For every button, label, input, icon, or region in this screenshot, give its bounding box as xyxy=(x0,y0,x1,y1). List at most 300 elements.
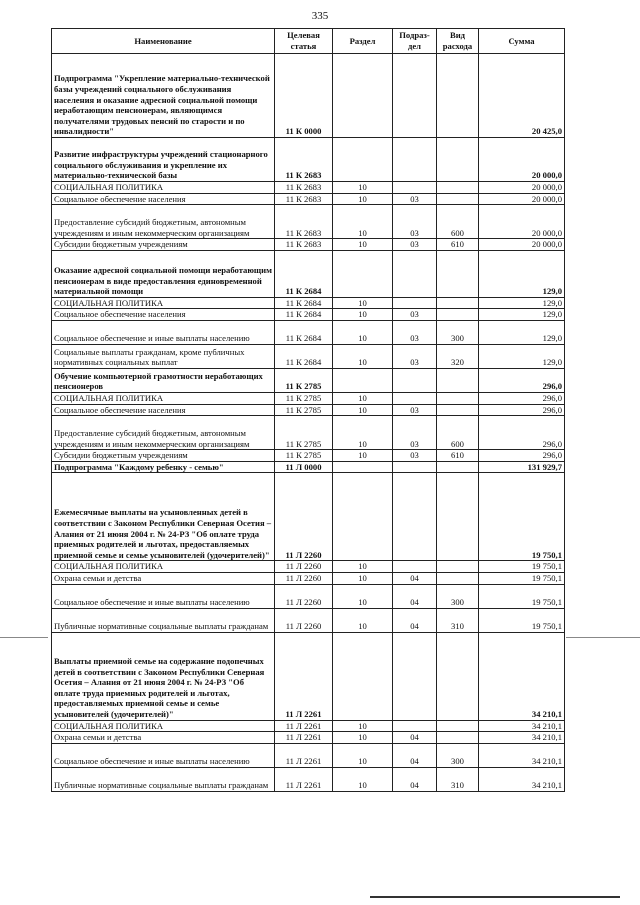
cell-section-text: 10 xyxy=(358,780,367,791)
cell-name-text: Социальное обеспечение и иные выплаты населению xyxy=(54,333,250,344)
cell-name-text: Развитие инфраструктуры учреждений стационарного социального обслуживания и укрепление их материально-технической базы xyxy=(54,149,268,181)
cell-section xyxy=(333,561,393,573)
cell-subsection-text: 04 xyxy=(410,756,419,767)
cell-expense-type xyxy=(437,404,479,416)
cell-expense-type xyxy=(437,54,479,138)
cell-target-article xyxy=(275,767,333,791)
cell-sum-text: 296,0 xyxy=(542,438,562,449)
cell-expense-type xyxy=(437,572,479,584)
cell-sum xyxy=(479,392,565,404)
cell-subsection xyxy=(393,250,437,297)
table-row xyxy=(52,767,565,791)
cell-name xyxy=(52,608,275,632)
cell-target-article-text: 11 К 2684 xyxy=(285,297,322,308)
cell-target-article xyxy=(275,182,333,194)
cell-sum-text: 20 000,0 xyxy=(531,239,562,250)
cell-subsection xyxy=(393,572,437,584)
cell-target-article-text: 11 К 2683 xyxy=(285,170,322,181)
cell-section-text: 10 xyxy=(358,193,367,204)
scan-artifact-line xyxy=(566,637,640,638)
table-row xyxy=(52,54,565,138)
cell-target-article-text: 11 К 2683 xyxy=(285,239,322,250)
cell-target-article-text: 11 К 2785 xyxy=(285,438,322,449)
table-row xyxy=(52,632,565,720)
cell-name xyxy=(52,344,275,368)
cell-subsection xyxy=(393,608,437,632)
cell-target-article xyxy=(275,608,333,632)
cell-section-text: 10 xyxy=(358,620,367,631)
cell-sum-text: 20 000,0 xyxy=(531,170,562,181)
table-row xyxy=(52,416,565,450)
cell-section-text: 10 xyxy=(358,561,367,572)
cell-section-text: 10 xyxy=(358,720,367,731)
table-row xyxy=(52,193,565,205)
cell-subsection xyxy=(393,193,437,205)
cell-target-article xyxy=(275,54,333,138)
cell-section xyxy=(333,309,393,321)
cell-section xyxy=(333,767,393,791)
cell-sum-text: 34 210,1 xyxy=(531,720,562,731)
cell-sum xyxy=(479,720,565,732)
cell-subsection xyxy=(393,767,437,791)
cell-subsection-text: 03 xyxy=(410,309,419,320)
cell-section xyxy=(333,572,393,584)
table-row xyxy=(52,368,565,392)
cell-name-text: Подпрограмма "Каждому ребенку - семью" xyxy=(54,461,224,472)
cell-subsection-text: 04 xyxy=(410,596,419,607)
cell-expense-type-text: 310 xyxy=(451,780,464,791)
cell-expense-type xyxy=(437,561,479,573)
cell-sum xyxy=(479,205,565,239)
table-row xyxy=(52,461,565,473)
cell-name xyxy=(52,309,275,321)
cell-subsection-text: 03 xyxy=(410,193,419,204)
cell-target-article xyxy=(275,732,333,744)
cell-subsection xyxy=(393,297,437,309)
cell-expense-type xyxy=(437,320,479,344)
cell-section xyxy=(333,193,393,205)
cell-sum xyxy=(479,344,565,368)
cell-target-article-text: 11 К 2785 xyxy=(285,404,322,415)
cell-target-article xyxy=(275,368,333,392)
cell-name-text: Социальное обеспечение и иные выплаты населению xyxy=(54,756,250,767)
cell-subsection xyxy=(393,473,437,561)
cell-expense-type xyxy=(437,732,479,744)
cell-target-article-text: 11 Л 2260 xyxy=(285,549,322,560)
cell-sum xyxy=(479,297,565,309)
cell-sum-text: 129,0 xyxy=(542,286,562,297)
cell-sum-text: 19 750,1 xyxy=(531,620,562,631)
column-header-expense-type: Вид расхода xyxy=(437,29,479,54)
cell-name-text: Выплаты приемной семье на содержание подопечных детей в соответствии с Законом Республики Северная Осетия – Алания от 21 июня 2004 г. № 24-РЗ "Об оплате труда приемных родителей и льготах, предоставляемых приемной семье и семье усыновителей (удочерителей)" xyxy=(54,655,265,719)
cell-target-article-text: 11 Л 2261 xyxy=(285,756,322,767)
cell-section xyxy=(333,54,393,138)
cell-target-article xyxy=(275,461,333,473)
cell-sum xyxy=(479,461,565,473)
table-row xyxy=(52,309,565,321)
cell-name-text: Ежемесячные выплаты на усыновленных детей в соответствии с Законом Республики Северная Осетия – Алания от 21 июня 2004 г. № 24-РЗ "Об оплате труда приемных родителей и льготах, предоставляемых приемной семье и семье усыновителей (удочерителей)" xyxy=(54,507,272,560)
cell-target-article xyxy=(275,309,333,321)
table-row xyxy=(52,205,565,239)
cell-name-text: Предоставление субсидий бюджетным, автономным учреждениям и иным некоммерческим организациям xyxy=(54,427,250,449)
cell-sum-text: 20 000,0 xyxy=(531,227,562,238)
cell-section-text: 10 xyxy=(358,450,367,461)
cell-target-article xyxy=(275,632,333,720)
cell-name-text: СОЦИАЛЬНАЯ ПОЛИТИКА xyxy=(54,720,164,731)
cell-subsection xyxy=(393,205,437,239)
cell-subsection-text: 04 xyxy=(410,620,419,631)
cell-expense-type-text: 600 xyxy=(451,227,464,238)
cell-name-text: Субсидии бюджетным учреждениям xyxy=(54,450,188,461)
cell-section xyxy=(333,138,393,182)
cell-name-text: СОЦИАЛЬНАЯ ПОЛИТИКА xyxy=(54,182,164,192)
cell-section-text: 10 xyxy=(358,392,367,403)
cell-target-article xyxy=(275,404,333,416)
cell-sum-text: 19 750,1 xyxy=(531,572,562,583)
cell-name xyxy=(52,572,275,584)
cell-subsection-text: 03 xyxy=(410,357,419,368)
cell-sum-text: 34 210,1 xyxy=(531,780,562,791)
cell-subsection xyxy=(393,632,437,720)
cell-sum-text: 19 750,1 xyxy=(531,549,562,560)
cell-target-article-text: 11 Л 2261 xyxy=(285,720,322,731)
cell-subsection-text: 03 xyxy=(410,239,419,250)
cell-target-article-text: 11 К 2785 xyxy=(285,450,322,461)
cell-target-article xyxy=(275,584,333,608)
cell-expense-type-text: 310 xyxy=(451,620,464,631)
cell-sum xyxy=(479,767,565,791)
cell-sum xyxy=(479,732,565,744)
cell-target-article-text: 11 Л 2260 xyxy=(285,596,322,607)
cell-subsection-text: 03 xyxy=(410,333,419,344)
cell-expense-type-text: 600 xyxy=(451,438,464,449)
cell-expense-type xyxy=(437,584,479,608)
cell-expense-type xyxy=(437,239,479,251)
budget-table xyxy=(51,28,565,792)
cell-name-text: Подпрограмма "Укрепление материально-технической базы учреждений социального обслуживания населения и оказание адресной социальной помощи неработающим пенсионерам, являющимся получателями трудовых пенсий по старости и по инвалидности" xyxy=(54,73,270,137)
table-row xyxy=(52,250,565,297)
cell-target-article xyxy=(275,720,333,732)
table-row xyxy=(52,473,565,561)
cell-target-article xyxy=(275,138,333,182)
cell-section-text: 10 xyxy=(358,404,367,415)
cell-target-article-text: 11 Л 2260 xyxy=(285,572,322,583)
cell-section xyxy=(333,416,393,450)
cell-name-text: Социальное обеспечение населения xyxy=(54,193,186,204)
table-row xyxy=(52,450,565,462)
cell-name-text: СОЦИАЛЬНАЯ ПОЛИТИКА xyxy=(54,297,164,308)
cell-name xyxy=(52,561,275,573)
cell-target-article xyxy=(275,193,333,205)
cell-name-text: СОЦИАЛЬНАЯ ПОЛИТИКА xyxy=(54,392,164,403)
table-header-row xyxy=(52,29,565,54)
column-header-subsection: Подраз-дел xyxy=(393,29,437,54)
cell-name xyxy=(52,138,275,182)
table-row xyxy=(52,561,565,573)
cell-section xyxy=(333,250,393,297)
table-row xyxy=(52,320,565,344)
cell-section-text: 10 xyxy=(358,182,367,192)
cell-name-text: Обучение компьютерной грамотности неработающих пенсионеров xyxy=(54,370,263,392)
cell-subsection xyxy=(393,720,437,732)
cell-section-text: 10 xyxy=(358,297,367,308)
cell-name-text: Охрана семьи и детства xyxy=(54,572,142,583)
cell-section-text: 10 xyxy=(358,732,367,743)
cell-section-text: 10 xyxy=(358,309,367,320)
cell-subsection xyxy=(393,138,437,182)
cell-sum-text: 131 929,7 xyxy=(527,461,562,472)
cell-subsection-text: 03 xyxy=(410,450,419,461)
cell-target-article-text: 11 К 0000 xyxy=(285,126,322,137)
column-header-sum: Сумма xyxy=(479,29,565,54)
cell-sum-text: 296,0 xyxy=(542,392,562,403)
cell-name xyxy=(52,404,275,416)
cell-expense-type xyxy=(437,608,479,632)
cell-sum xyxy=(479,608,565,632)
cell-section xyxy=(333,584,393,608)
cell-sum-text: 34 210,1 xyxy=(531,756,562,767)
cell-sum xyxy=(479,584,565,608)
cell-section xyxy=(333,743,393,767)
table-row xyxy=(52,720,565,732)
cell-section xyxy=(333,297,393,309)
cell-sum xyxy=(479,193,565,205)
spacer xyxy=(54,497,272,507)
table-row xyxy=(52,392,565,404)
cell-sum-text: 129,0 xyxy=(542,357,562,368)
cell-target-article-text: 11 К 2683 xyxy=(285,227,322,238)
cell-name xyxy=(52,720,275,732)
cell-sum xyxy=(479,416,565,450)
cell-sum-text: 296,0 xyxy=(542,450,562,461)
cell-target-article-text: 11 Л 2261 xyxy=(285,780,322,791)
cell-target-article xyxy=(275,250,333,297)
cell-sum-text: 20 425,0 xyxy=(531,126,562,137)
cell-section-text: 10 xyxy=(358,438,367,449)
cell-sum xyxy=(479,473,565,561)
cell-expense-type-text: 300 xyxy=(451,596,464,607)
cell-target-article-text: 11 К 2684 xyxy=(285,357,322,368)
cell-expense-type xyxy=(437,309,479,321)
cell-expense-type xyxy=(437,182,479,194)
cell-sum-text: 129,0 xyxy=(542,333,562,344)
cell-name xyxy=(52,250,275,297)
cell-target-article xyxy=(275,572,333,584)
cell-sum-text: 129,0 xyxy=(542,297,562,308)
cell-subsection xyxy=(393,584,437,608)
cell-target-article-text: 11 К 2684 xyxy=(285,333,322,344)
cell-name xyxy=(52,584,275,608)
cell-name-text: Социальные выплаты гражданам, кроме публичных нормативных социальных выплат xyxy=(54,346,245,368)
cell-section xyxy=(333,205,393,239)
cell-expense-type xyxy=(437,297,479,309)
footer-rule xyxy=(370,896,620,898)
cell-section xyxy=(333,720,393,732)
cell-section-text: 10 xyxy=(358,227,367,238)
cell-target-article xyxy=(275,450,333,462)
page-number: 335 xyxy=(311,10,329,22)
cell-name-text: Социальное обеспечение и иные выплаты населению xyxy=(54,596,250,607)
cell-section xyxy=(333,450,393,462)
cell-sum xyxy=(479,320,565,344)
cell-sum-text: 34 210,1 xyxy=(531,732,562,743)
cell-name xyxy=(52,743,275,767)
cell-name xyxy=(52,182,275,194)
cell-subsection xyxy=(393,732,437,744)
cell-name xyxy=(52,767,275,791)
cell-sum xyxy=(479,450,565,462)
cell-expense-type-text: 610 xyxy=(451,450,464,461)
cell-expense-type xyxy=(437,138,479,182)
cell-sum xyxy=(479,368,565,392)
cell-target-article xyxy=(275,561,333,573)
cell-name-text: Оказание адресной социальной помощи неработающим пенсионерам в виде предоставления единовременной материальной помощи xyxy=(54,265,272,297)
cell-target-article-text: 11 К 2684 xyxy=(285,286,322,297)
cell-sum-text: 19 750,1 xyxy=(531,596,562,607)
cell-sum xyxy=(479,632,565,720)
cell-subsection xyxy=(393,54,437,138)
cell-name xyxy=(52,416,275,450)
cell-name-text: Социальное обеспечение населения xyxy=(54,309,186,320)
cell-name xyxy=(52,54,275,138)
cell-subsection xyxy=(393,450,437,462)
cell-subsection xyxy=(393,309,437,321)
cell-expense-type xyxy=(437,743,479,767)
cell-sum xyxy=(479,138,565,182)
cell-sum xyxy=(479,309,565,321)
cell-sum xyxy=(479,743,565,767)
cell-sum xyxy=(479,250,565,297)
cell-name xyxy=(52,193,275,205)
cell-target-article-text: 11 К 2684 xyxy=(285,309,322,320)
table-row xyxy=(52,182,565,194)
cell-name-text: Предоставление субсидий бюджетным, автономным учреждениям и иным некоммерческим организациям xyxy=(54,217,250,238)
table-row xyxy=(52,239,565,251)
cell-sum-text: 34 210,1 xyxy=(531,708,562,719)
cell-section xyxy=(333,732,393,744)
cell-sum xyxy=(479,404,565,416)
cell-target-article-text: 11 К 2683 xyxy=(285,182,322,192)
cell-sum-text: 19 750,1 xyxy=(531,561,562,572)
cell-name xyxy=(52,205,275,239)
cell-sum-text: 20 000,0 xyxy=(531,193,562,204)
cell-expense-type xyxy=(437,344,479,368)
cell-target-article xyxy=(275,297,333,309)
cell-name-text: Охрана семьи и детства xyxy=(54,732,142,743)
cell-subsection xyxy=(393,392,437,404)
cell-section-text: 10 xyxy=(358,239,367,250)
cell-section xyxy=(333,392,393,404)
cell-expense-type xyxy=(437,392,479,404)
cell-subsection-text: 04 xyxy=(410,780,419,791)
cell-expense-type xyxy=(437,193,479,205)
cell-section-text: 10 xyxy=(358,756,367,767)
cell-expense-type xyxy=(437,205,479,239)
cell-section xyxy=(333,368,393,392)
cell-subsection-text: 03 xyxy=(410,227,419,238)
cell-section xyxy=(333,320,393,344)
cell-target-article-text: 11 Л 2261 xyxy=(285,732,322,743)
cell-target-article-text: 11 К 2683 xyxy=(285,193,322,204)
cell-sum-text: 296,0 xyxy=(542,404,562,415)
cell-section xyxy=(333,461,393,473)
cell-expense-type xyxy=(437,720,479,732)
table-row xyxy=(52,297,565,309)
cell-target-article xyxy=(275,205,333,239)
table-row xyxy=(52,344,565,368)
cell-subsection xyxy=(393,368,437,392)
table-row xyxy=(52,138,565,182)
cell-subsection xyxy=(393,239,437,251)
cell-expense-type xyxy=(437,250,479,297)
cell-section-text: 10 xyxy=(358,333,367,344)
cell-name xyxy=(52,450,275,462)
cell-name-text: Субсидии бюджетным учреждениям xyxy=(54,239,188,250)
cell-expense-type xyxy=(437,368,479,392)
table-row xyxy=(52,743,565,767)
table-row xyxy=(52,732,565,744)
cell-subsection xyxy=(393,320,437,344)
cell-name-text: Публичные нормативные социальные выплаты гражданам xyxy=(54,620,269,631)
table-row xyxy=(52,404,565,416)
cell-name-text: СОЦИАЛЬНАЯ ПОЛИТИКА xyxy=(54,561,164,572)
cell-target-article xyxy=(275,743,333,767)
table-body xyxy=(52,54,565,792)
cell-sum xyxy=(479,54,565,138)
cell-target-article xyxy=(275,392,333,404)
cell-subsection-text: 04 xyxy=(410,572,419,583)
scan-artifact-line xyxy=(0,637,48,638)
cell-name-text: Социальное обеспечение населения xyxy=(54,404,186,415)
cell-sum-text: 129,0 xyxy=(542,309,562,320)
cell-name xyxy=(52,239,275,251)
table-row xyxy=(52,584,565,608)
cell-sum xyxy=(479,239,565,251)
column-header-target-article: Целевая статья xyxy=(275,29,333,54)
cell-sum xyxy=(479,182,565,194)
cell-name xyxy=(52,732,275,744)
cell-sum xyxy=(479,561,565,573)
cell-subsection xyxy=(393,182,437,194)
cell-sum xyxy=(479,572,565,584)
cell-name xyxy=(52,297,275,309)
cell-target-article-text: 11 Л 2261 xyxy=(285,708,322,719)
cell-section xyxy=(333,473,393,561)
cell-expense-type xyxy=(437,632,479,720)
cell-subsection-text: 03 xyxy=(410,404,419,415)
cell-target-article-text: 11 К 2785 xyxy=(285,381,322,392)
table-row xyxy=(52,572,565,584)
cell-section xyxy=(333,182,393,194)
cell-target-article-text: 11 Л 0000 xyxy=(285,461,322,472)
cell-subsection xyxy=(393,461,437,473)
cell-target-article-text: 11 Л 2260 xyxy=(285,620,322,631)
cell-section xyxy=(333,239,393,251)
cell-name-text: Публичные нормативные социальные выплаты гражданам xyxy=(54,780,269,791)
cell-target-article xyxy=(275,344,333,368)
cell-section-text: 10 xyxy=(358,357,367,368)
cell-subsection-text: 03 xyxy=(410,438,419,449)
cell-subsection xyxy=(393,561,437,573)
column-header-name: Наименование xyxy=(52,29,275,54)
cell-sum-text: 296,0 xyxy=(542,381,562,392)
cell-name xyxy=(52,368,275,392)
cell-name xyxy=(52,461,275,473)
cell-subsection xyxy=(393,743,437,767)
cell-target-article-text: 11 Л 2260 xyxy=(285,561,322,572)
cell-name xyxy=(52,473,275,561)
spacer xyxy=(54,139,272,149)
